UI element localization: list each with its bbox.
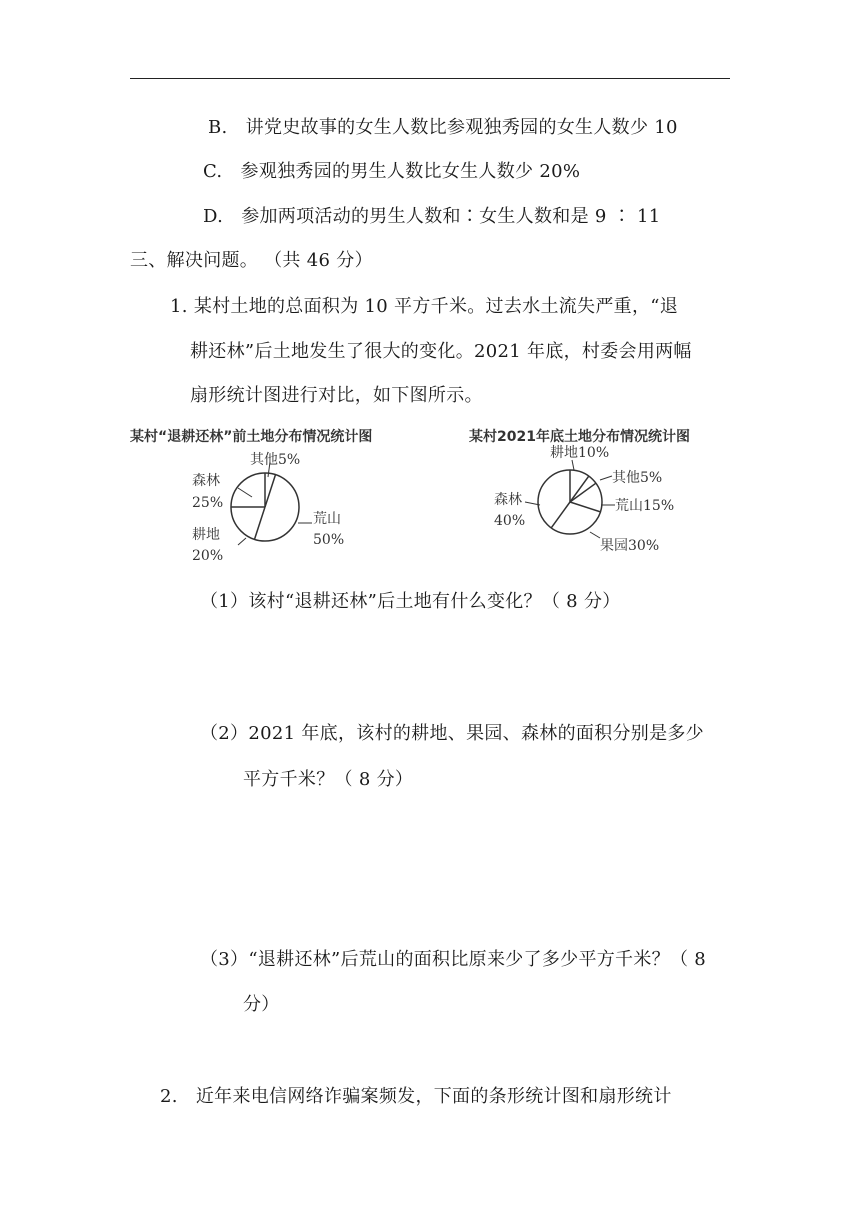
slice-pct-forest: 40% <box>494 513 526 529</box>
problem1-line3: 扇形统计图进行对比，如下图所示。 <box>190 385 483 406</box>
slice-label-other: 其他5% <box>250 452 301 468</box>
slice-pct-forest: 25% <box>192 495 224 511</box>
slice-label-barren: 荒山15% <box>615 498 675 514</box>
chart2-title: 某村2021年底土地分布情况统计图 <box>469 429 690 445</box>
leader-line <box>572 460 574 470</box>
problem1-line1 <box>170 295 678 319</box>
problem1-text-1: 某村土地的总面积为 10 平方千米。过去水土流失严重，“退 <box>193 296 679 317</box>
question-1-2-line1: （2）2021 年底，该村的耕地、果园、森林的面积分别是多少 <box>200 723 704 744</box>
question-1-3-line1: （3）“退耕还林”后荒山的面积比原来少了多少平方千米？（ 8 <box>200 949 707 970</box>
slice-label-orchard: 果园30% <box>600 538 660 554</box>
slice-label-barren: 荒山 <box>313 511 341 527</box>
problem1-number: 1. <box>170 296 188 317</box>
option-c <box>203 160 580 184</box>
problem2-line1 <box>160 1085 672 1109</box>
option-b-text: 讲党史故事的女生人数比参观独秀园的女生人数少 10 <box>245 117 678 138</box>
option-d-letter: D. <box>203 206 224 227</box>
option-c-letter: C. <box>203 161 223 182</box>
leader-line <box>590 532 600 538</box>
question-1-2-line2: 平方千米？（ 8 分） <box>243 769 414 790</box>
option-d-text: 参加两项活动的男生人数和∶女生人数和是 9 ∶ 11 <box>241 206 661 227</box>
section-heading: 三、解决问题。 （共 46 分） <box>130 250 373 271</box>
option-b <box>208 116 678 140</box>
problem2-text: 近年来电信网络诈骗案频发，下面的条形统计图和扇形统计 <box>195 1086 672 1107</box>
slice-label-forest: 森林 <box>192 473 220 489</box>
question-1-3-line2: 分） <box>243 994 280 1015</box>
top-rule <box>130 78 730 79</box>
problem2-number: 2. <box>160 1086 178 1107</box>
leader-line <box>238 538 246 545</box>
slice-label-forest: 森林 <box>494 492 522 508</box>
chart1-title: 某村“退耕还林”前土地分布情况统计图 <box>130 429 373 445</box>
option-b-letter: B. <box>208 117 228 138</box>
pie-chart-before <box>180 450 370 570</box>
slice-pct-farmland: 20% <box>192 548 224 564</box>
option-c-text: 参观独秀园的男生人数比女生人数少 20% <box>240 161 581 182</box>
slice-label-farmland: 耕地 <box>192 527 220 543</box>
question-1-1: （1）该村“退耕还林”后土地有什么变化？（ 8 分） <box>200 591 621 612</box>
slice-label-farmland: 耕地10% <box>550 445 610 461</box>
option-d <box>203 205 661 229</box>
slice-pct-barren: 50% <box>313 532 345 548</box>
pie-chart-2021 <box>490 440 700 560</box>
slice-label-other: 其他5% <box>612 470 663 486</box>
leader-line <box>600 476 612 480</box>
problem1-line2: 耕还林”后土地发生了很大的变化。2021 年底，村委会用两幅 <box>190 341 692 362</box>
